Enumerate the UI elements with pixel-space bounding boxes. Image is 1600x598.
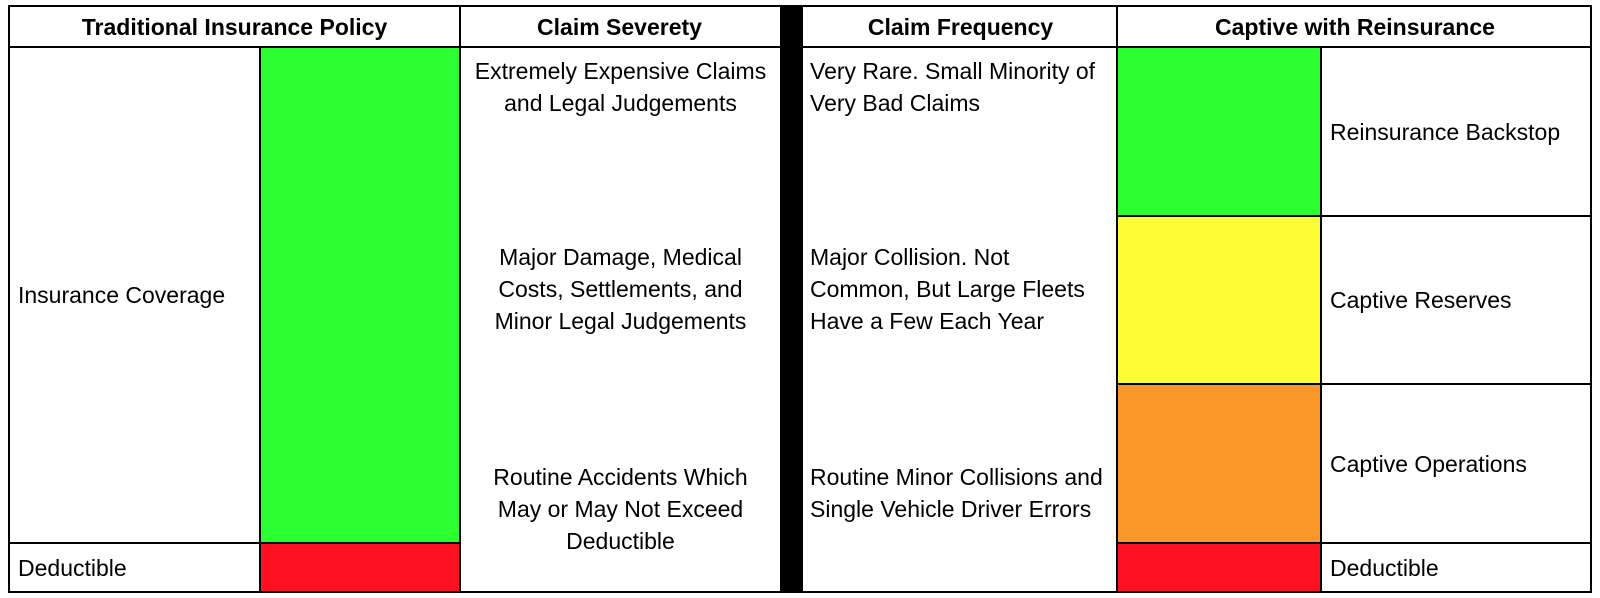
frequency-low: Routine Minor Collisions and Single Vehicle Driver Errors [810,464,1103,522]
header-severity: Claim Severety [459,7,780,48]
severity-low: Routine Accidents Which May or May Not Exceed Deductible [493,464,748,554]
captive-reserves-swatch [1118,217,1320,383]
thick-separator [780,7,803,591]
captive-reserves-label: Captive Reserves [1330,287,1512,313]
coverage-swatch [261,48,459,542]
reinsurance-backstop-label: Reinsurance Backstop [1330,118,1561,145]
header-captive: Captive with Reinsurance [1118,7,1592,48]
traditional-deductible-label: Deductible [18,554,127,581]
insurance-coverage-label: Insurance Coverage [18,282,226,308]
captive-operations-swatch [1118,385,1320,542]
insurance-comparison-table [8,5,1592,593]
reinsurance-swatch [1118,48,1320,215]
header-frequency: Claim Frequency [803,7,1118,48]
frequency-medium: Major Collision. Not Common, But Large Fleets Have a Few Each Year [810,244,1085,334]
severity-high: Extremely Expensive Claims and Legal Judgements [474,58,767,116]
captive-deductible-swatch [1118,544,1320,591]
frequency-high: Very Rare. Small Minority of Very Bad Claims [810,58,1096,116]
deductible-swatch [261,544,459,591]
header-traditional: Traditional Insurance Policy [10,7,459,48]
severity-medium: Major Damage, Medical Costs, Settlements, and Minor Legal Judgements [494,244,747,334]
captive-deductible-label: Deductible [1330,554,1439,581]
captive-operations-label: Captive Operations [1330,450,1527,477]
